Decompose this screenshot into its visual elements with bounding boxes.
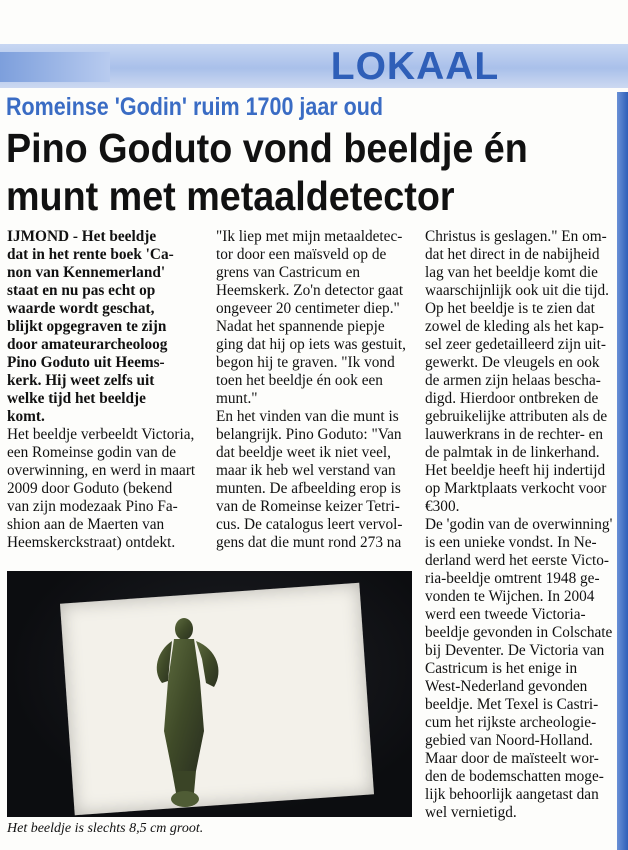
statue-icon [132,611,242,811]
text-line: de palmtak in de linkerhand. [425,444,600,461]
text-line: Het beeldje heeft hij indertijd [425,462,606,479]
body-paragraph [7,426,207,552]
text-line: is een unieke vondst. In Ne- [425,534,597,551]
text-line: belangrijk. Pino Goduto: "Van [216,426,402,443]
text-line: gebruikelijke attributen als de [425,408,608,425]
text-line: beeldje gevonden in Colschate [425,624,613,641]
article-column-1 [7,228,207,552]
text-line: 2009 door Goduto (bekend [7,480,173,497]
text-line: €300. [425,498,460,515]
text-line: West-Nederland gevonden [425,678,588,695]
text-line: munt." [216,390,258,407]
text-line: IJMOND - Het beeldje [7,228,157,245]
text-line: staat en nu pas echt op [7,282,156,299]
text-line: digd. Hierdoor ontbreken de [425,390,599,407]
text-line: non van Kennemerland' [7,264,166,281]
text-line: munten. De afbeelding erop is [216,480,401,497]
masthead-stripe [0,52,110,82]
text-line: dat in het rente boek 'Ca- [7,246,174,263]
text-line: wel vernietigd. [425,804,517,821]
text-line: kerk. Hij weet zelfs uit [7,372,155,389]
text-line: de armen zijn helaas bescha- [425,372,601,389]
article-headline [6,124,558,220]
headline-line-1: Pino Goduto vond beeldje én [6,125,528,171]
text-line: komt. [7,408,45,425]
text-line: Nadat het spannende piepje [216,318,385,335]
text-line: Pino Goduto uit Heems- [7,354,165,371]
text-line: cum het rijkste archeologie- [425,714,597,731]
text-line: Christus is geslagen." En om- [425,228,607,245]
text-line: lauwerkrans in de rechter- en [425,426,604,443]
section-label: LOKAAL [330,45,500,88]
text-line: lijk behoorlijk aangetast dan [425,786,599,803]
article-photo [7,571,412,817]
text-line: waarde wordt geschat, [7,300,155,317]
text-line: shion aan de Maerten van [7,516,165,533]
text-line: overwinning, en werd in maart [7,462,196,479]
text-line: toen het beeldje én ook een [216,372,383,389]
text-line: maar ik heb wel verstand van [216,462,396,479]
text-line: Maar door de maïsteelt wor- [425,750,599,767]
text-line: werd een tweede Victoria- [425,606,586,623]
text-line: dat het direct in de nabijheid [425,246,600,263]
lead-paragraph [7,228,207,426]
text-line: dat beeldje weet ik niet veel, [216,444,391,461]
text-line: ging dat hij op iets was gestuit, [216,336,406,353]
text-line: tor door een maïsveld op de [216,246,387,263]
page-edge-band [617,92,628,850]
text-line: De 'godin van de overwinning' [425,516,613,533]
text-line: door amateurarcheoloog [7,336,168,353]
headline-line-2: munt met metaaldetector [6,173,455,219]
text-line: ongeveer 20 centimeter diep." [216,300,400,317]
text-line: Castricum is het enige in [425,660,578,677]
text-line: den de bodemschatten moge- [425,768,604,785]
photo-caption: Het beeldje is slechts 8,5 cm groot. [7,821,204,836]
text-line: Het beeldje verbeeldt Victoria, [7,426,195,443]
text-line: lag van het beeldje komt die [425,264,598,281]
text-line: ria-beeldje omtrent 1948 ge- [425,570,600,587]
text-line: van zijn modezaak Pino Fa- [7,498,178,515]
article-column-3 [425,228,615,822]
text-line: cus. De catalogus leert vervol- [216,516,403,533]
text-line: een Romeinse godin van de [7,444,177,461]
text-line: bij Deventer. De Victoria van [425,642,605,659]
text-line: sel zeer gedetailleerd zijn uit- [425,336,606,353]
text-line: blijkt opgegraven te zijn [7,318,167,335]
text-line: begon hij te graven. "Ik vond [216,354,395,371]
article-column-2 [216,228,414,552]
text-line: Heemskerckstraat) ontdekt. [7,534,176,551]
text-line: gebied van Noord-Holland. [425,732,593,749]
text-line: Heemskerk. Zo'n detector gaat [216,282,404,299]
text-line: waarschijnlijk ook uit die tijd. [425,282,609,299]
text-line: vonden te Wijchen. In 2004 [425,588,595,605]
text-line: gewerkt. De vleugels en ook [425,354,600,371]
text-line: van de Romeinse keizer Tetri- [216,498,400,515]
text-line: gens dat die munt rond 273 na [216,534,402,551]
text-line: zowel de kleding als het kap- [425,318,604,335]
text-line: En het vinden van die munt is [216,408,399,425]
text-line: Op het beeldje is te zien dat [425,300,595,317]
text-line: op Marktplaats verkocht voor [425,480,607,497]
text-line: beeldje. Met Texel is Castri- [425,696,599,713]
text-line: grens van Castricum en [216,264,361,281]
text-line: welke tijd het beeldje [7,390,146,407]
text-line: derland werd het eerste Victo- [425,552,609,569]
article-kicker: Romeinse 'Godin' ruim 1700 jaar oud [6,93,384,121]
text-line: "Ik liep met mijn metaaldetec- [216,228,403,245]
